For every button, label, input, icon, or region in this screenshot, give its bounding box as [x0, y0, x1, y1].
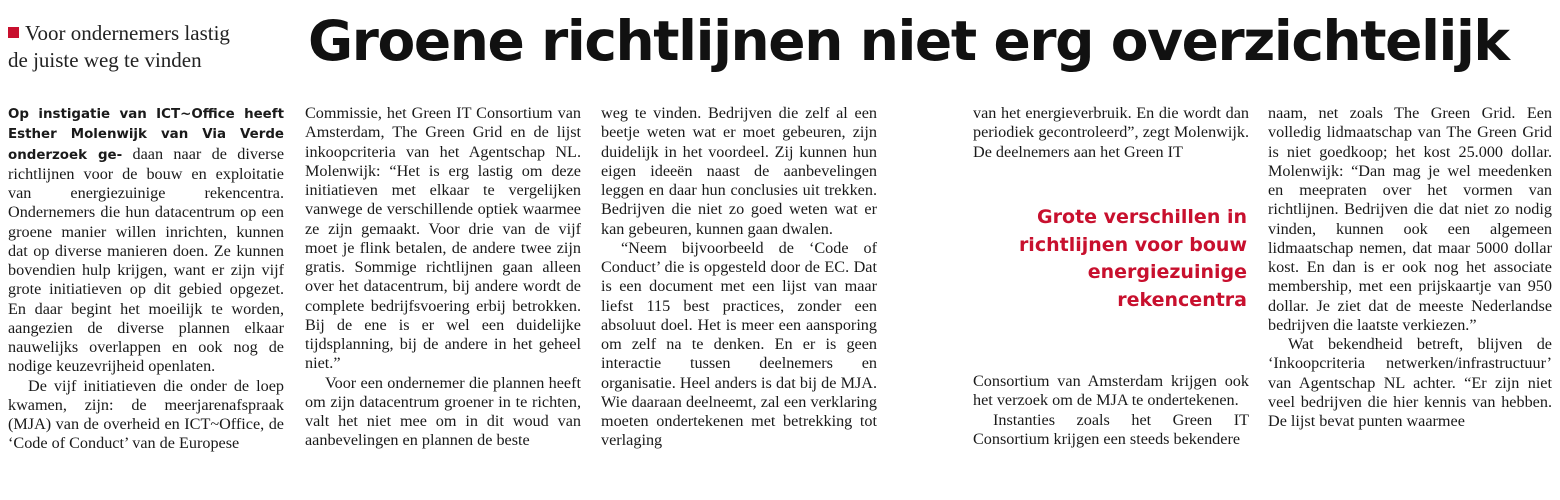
pull-quote-line-4: rekencentra	[1117, 288, 1247, 311]
column-3-paragraph-1: weg te vinden. Bedrijven die zelf al een beetje weten wat er moet gebeuren, zijn duidelijk in het voordeel. Zij kunnen hun eigen ideeën naast de aanbevelingen leggen en daar hun conclusies uit trekken. Bedrijven die niet zo goed weten wat er kan gebeuren, kunnen gaan dwalen.	[601, 104, 877, 238]
column-2-paragraph-2: Voor een ondernemer die plannen heeft om zijn datacentrum groener in te richten, valt het niet mee om in dit woud van aanbevelingen en plannen de beste	[305, 373, 581, 450]
article-column-4-bottom	[973, 372, 1249, 449]
column-1-paragraph-1	[8, 104, 284, 377]
kicker-line-2: de juiste weg te vinden	[8, 48, 202, 72]
column-5-paragraph-2: Wat bekendheid betreft, blijven de ‘Inkoopcriteria netwerken/infrastructuur’ van Agentschap NL achter. “Er zijn niet veel bedrijven die hier kennis van hebben. De lijst bevat punten waarmee	[1268, 335, 1552, 430]
article-kicker	[8, 20, 298, 74]
pull-quote-line-2: richtlijnen voor bouw	[1018, 233, 1247, 256]
column-4-paragraph-3: Instanties zoals het Green IT Consortium krijgen een steeds bekendere	[973, 410, 1249, 448]
kicker-line-1: Voor ondernemers lastig	[25, 21, 230, 45]
column-2-paragraph-1: Commissie, het Green IT Consortium van Amsterdam, The Green Grid en de lijst inkoopcriteria van het Agentschap NL. Molenwijk: “Het is erg lastig om deze initiatieven met elkaar te vergelijken vanwege de verschillende optiek waarmee ze zijn gemaakt. Voor drie van de vijf moet je flink betalen, de andere twee zijn gratis. Sommige richtlijnen gaan alleen over het datacentrum, bij andere wordt de complete bedrijfsvoering erbij betrokken. Bij de ene is er wel een duidelijke tijdsplanning, bij de andere in het geheel niet.”	[305, 104, 581, 373]
column-1-paragraph-2: De vijf initiatieven die onder de loep kwamen, zijn: de meerjarenafspraak (MJA) van de overheid en ICT~Office, de ‘Code of Conduct’ van de Europese	[8, 376, 284, 453]
article-column-4-top	[973, 104, 1249, 162]
kicker-bullet-icon	[8, 27, 19, 38]
pull-quote-line-3: energiezuinige	[1087, 261, 1247, 283]
column-4-paragraph-2: Consortium van Amsterdam krijgen ook het verzoek om de MJA te ondertekenen.	[973, 372, 1249, 410]
column-1-paragraph-1-body: daan naar de diverse richtlijnen voor de bouw en exploitatie van energiezuinige rekencentra. Ondernemers die hun datacentrum op een groene manier willen inrichten, kunnen dat op diverse manieren doen. Ze kunnen bovendien hulp krijgen, want er zijn vijf grote initiatieven op dit gebied opgezet. En daar begint het moeilijk te worden, aangezien de diverse plannen elkaar nauwelijks overlappen en ook nog de nodige keuzevrijheid openlaten.	[8, 144, 285, 376]
column-4-paragraph-1: van het energieverbruik. En die wordt dan periodiek gecontroleerd”, zegt Molenwijk. De deelnemers aan het Green IT	[973, 104, 1249, 161]
article-column-1	[8, 104, 284, 454]
pull-quote-line-1: Grote verschillen in	[1037, 206, 1247, 228]
article-headline: Groene richtlijnen niet erg overzichtelijk	[308, 9, 1509, 73]
article-column-2	[305, 104, 581, 451]
article-column-5	[1268, 104, 1552, 431]
pull-quote	[985, 204, 1247, 314]
lead-text: Op instigatie van ICT~Office heeft Esther Molenwijk van Via Verde onderzoek ge-	[8, 107, 284, 163]
article-column-3	[601, 104, 877, 451]
column-5-paragraph-1: naam, net zoals The Green Grid. Een volledig lidmaatschap van The Green Grid is niet goedkoop; het kost 25.000 dollar. Molenwijk: “Dan mag je wel meedenken en meepraten over het vormen van richtlijnen. Bedrijven die dat niet zo nodig vinden, kunnen ook een algemeen lidmaatschap nemen, dat maar 5000 dollar kost. En dan is er ook nog het associate membership, met een prijskaartje van 950 dollar. Je ziet dat de meeste Nederlandse bedrijven die laatste verkiezen.”	[1268, 104, 1552, 334]
column-3-paragraph-2: “Neem bijvoorbeeld de ‘Code of Conduct’ die is opgesteld door de EC. Dat is een document met een lijst van maar liefst 115 best practices, zonder een absoluut doel. Het is meer een aansporing om zelf na te denken. En er is geen interactie tussen deelnemers en organisatie. Heel anders is dat bij de MJA. Wie daaraan deelneemt, zal een verklaring moeten ondertekenen met betrekking tot verlaging	[601, 238, 877, 450]
